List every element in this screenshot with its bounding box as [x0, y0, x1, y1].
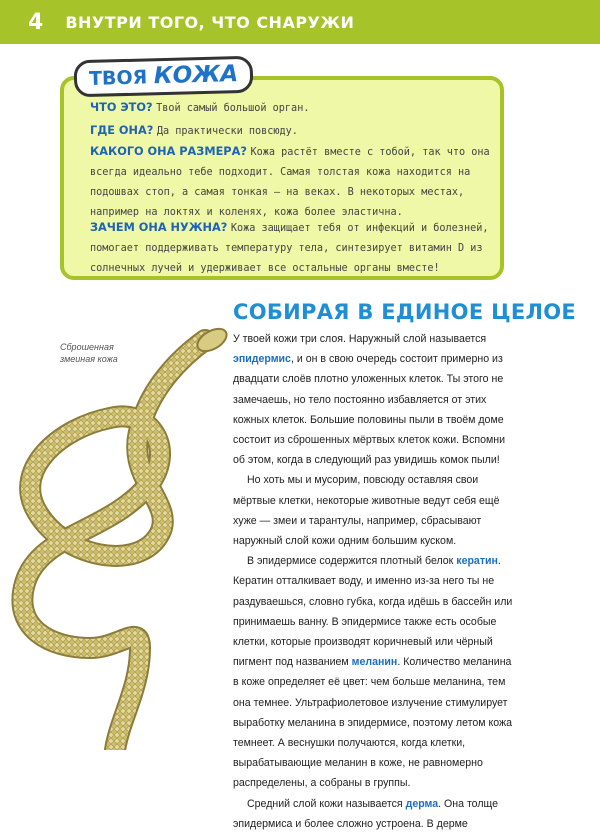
text-run: Средний слой кожи называется: [247, 797, 403, 810]
shed-snake-skin-image: [0, 318, 240, 750]
qa-question: ЧТО ЭТО?: [90, 101, 153, 114]
section-title: СОБИРАЯ В ЕДИНОЕ ЦЕЛОЕ: [233, 300, 577, 324]
keyword-melanin: меланин: [351, 656, 398, 669]
page-number: 4: [28, 9, 44, 35]
info-box-title-word1: ТВОЯ: [88, 66, 148, 90]
qa-question: ЗАЧЕМ ОНА НУЖНА?: [90, 221, 228, 234]
info-box-title-word2: КОЖА: [153, 61, 239, 90]
text-run: У твоей кожи три слоя. Наружный слой называется: [233, 333, 487, 345]
text-run: , и он в свою очередь состоит примерно из двадцати слоёв плотно уложенных клеток. Ты этого не замечаешь, но тело постоянно избавляется от этих кожных клеток. Большие половины пыли в твоём доме состоит из сброшенных мёртвых клеток кожи. Вспомни об этом, когда в следующий раз увидишь комок пыли!: [233, 353, 506, 467]
qa-answer: Да практически повсюду.: [156, 126, 298, 137]
qa-answer: Кожа защищает тебя от инфекций и болезней, помогает поддерживать температуру тела, синтезирует витамин D из солнечных лучей и удерживает все остальные органы вместе!: [90, 223, 489, 274]
paragraph: [233, 551, 518, 793]
keyword-keratin: кератин: [456, 555, 498, 568]
qa-answer: Твой самый большой орган.: [156, 103, 310, 114]
qa-item: [90, 121, 490, 141]
qa-answer: Кожа растёт вместе с тобой, так что она всегда идеально тебе подходит. Самая толстая кожа находится на подошвах стоп, а самая тонкая — на веках. В некоторых местах, например на локтях и коленях, кожа более эластична.: [90, 147, 490, 218]
info-box-title: [74, 56, 254, 98]
caption-line-1: Сброшенная: [60, 342, 114, 352]
chapter-title: ВНУТРИ ТОГО, ЧТО СНАРУЖИ: [65, 12, 355, 32]
text-run: В эпидермисе содержится плотный белок: [247, 555, 454, 568]
keyword-derma: дерма: [405, 797, 439, 810]
paragraph: Но хоть мы и мусорим, повсюду оставляя свои мёртвые клетки, некоторые животные ведут себя ещё хуже — змеи и тарантулы, например, сбрасывают наружный слой кожи одним большим куском.: [233, 474, 500, 548]
qa-item: [90, 142, 490, 222]
text-run: . Она толще эпидермиса и более сложно устроена. В дерме: [233, 797, 499, 830]
body-text: [233, 329, 518, 834]
qa-question: ГДЕ ОНА?: [90, 124, 154, 137]
qa-item: [90, 218, 490, 278]
caption-line-2: змеиная кожа: [60, 354, 118, 364]
qa-question: КАКОГО ОНА РАЗМЕРА?: [90, 145, 247, 158]
paragraph: [233, 329, 518, 470]
chapter-header: [0, 0, 600, 44]
image-caption: [60, 341, 118, 365]
qa-item: [90, 98, 490, 118]
paragraph: [233, 794, 518, 834]
text-run: . Количество меланина в коже определяет её цвет: чем больше меланина, тем она темнее. Ультрафиолетовое излучение стимулирует выработку меланина в эпидермисе, поэтому летом кожа темнеет. А веснушки получаются, когда клетки, вырабатывающие меланин в коже, не равномерно распределены, а собраны в группы.: [233, 656, 512, 790]
keyword-epidermis: эпидермис: [233, 353, 291, 366]
text-run: . Кератин отталкивает воду, и именно из-за него ты не раздуваешься, словно губка, когда идёшь в бассейн или принимаешь ванну. В эпидермисе также есть особые клетки, которые производят коричневый или чёрный пигмент под названием: [233, 555, 513, 669]
